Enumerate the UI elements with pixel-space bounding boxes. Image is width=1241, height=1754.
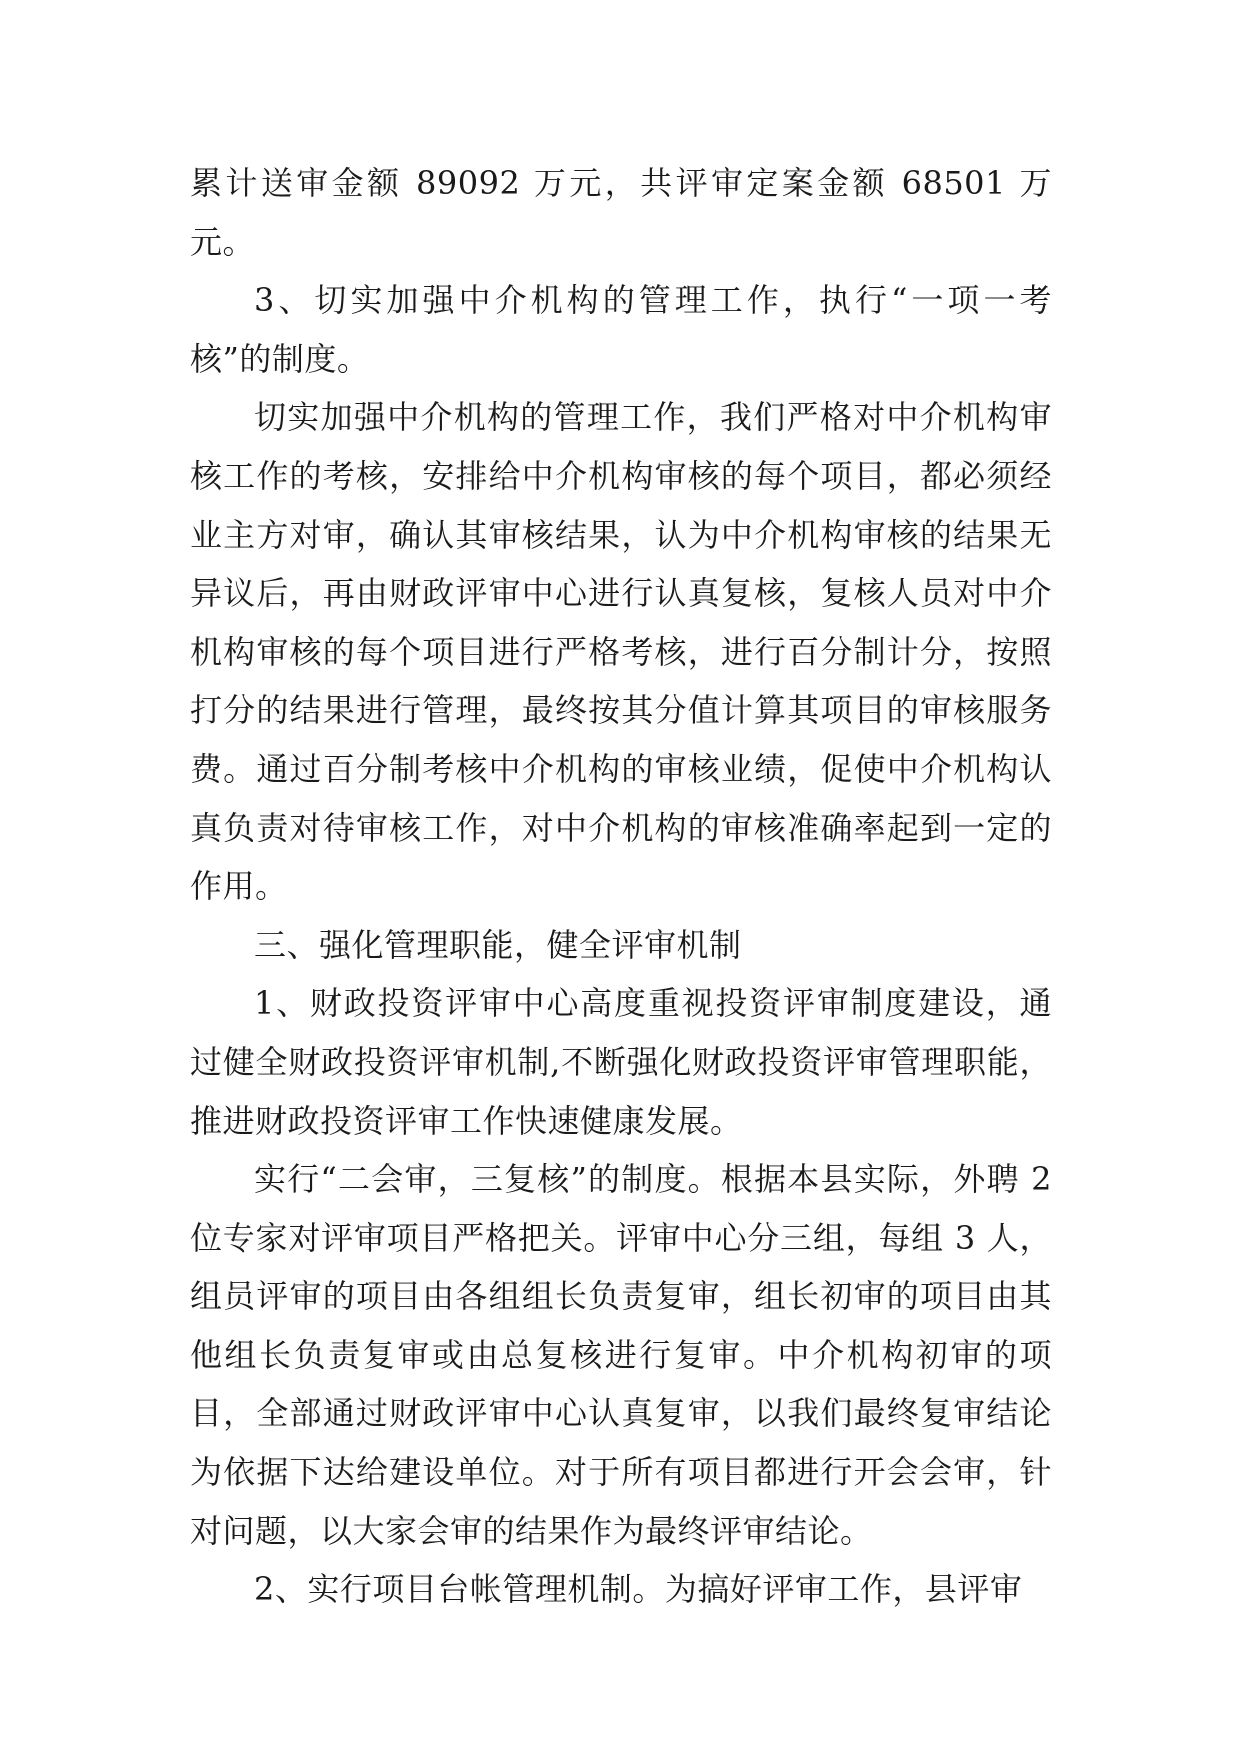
paragraph-item-1: 1、财政投资评审中心高度重视投资评审制度建设，通过健全财政投资评审机制,不断强化财政投资评审管理职能，推进财政投资评审工作快速健康发展。 [190,984,1052,1140]
paragraph-item-3-heading: 3、切实加强中介机构的管理工作，执行“一项一考核”的制度。 [190,281,1052,378]
paragraph-intermediary-management: 切实加强中介机构的管理工作，我们严格对中介机构审核工作的考核，安排给中介机构审核的每个项目，都必须经业主方对审，确认其审核结果，认为中介机构审核的结果无异议后，再由财政评审中心进行认真复核，复核人员对中介机构审核的每个项目进行严格考核，进行百分制计分，按照打分的结果进行管理，最终按其分值计算其项目的审核服务费。通过百分制考核中介机构的审核业绩，促使中介机构认真负责对待审核工作，对中介机构的审核准确率起到一定的作用。 [190,398,1052,906]
document-body [190,154,1052,1619]
paragraph-review-system: 实行“二会审，三复核”的制度。根据本县实际，外聘 2 位专家对评审项目严格把关。评审中心分三组，每组 3 人，组员评审的项目由各组组长负责复审，组长初审的项目由其他组长负责复审或由总复核进行复审。中介机构初审的项目，全部通过财政评审中心认真复审，以我们最终复审结论为依据下达给建设单位。对于所有项目都进行开会会审，针对问题，以大家会审的结果作为最终评审结论。 [190,1160,1052,1550]
paragraph-continuation: 累计送审金额 89092 万元，共评审定案金额 68501 万元。 [190,164,1052,261]
section-heading-3: 三、强化管理职能，健全评审机制 [254,925,742,964]
paragraph-item-2: 2、实行项目台帐管理机制。为搞好评审工作，县评审 [254,1570,1023,1609]
